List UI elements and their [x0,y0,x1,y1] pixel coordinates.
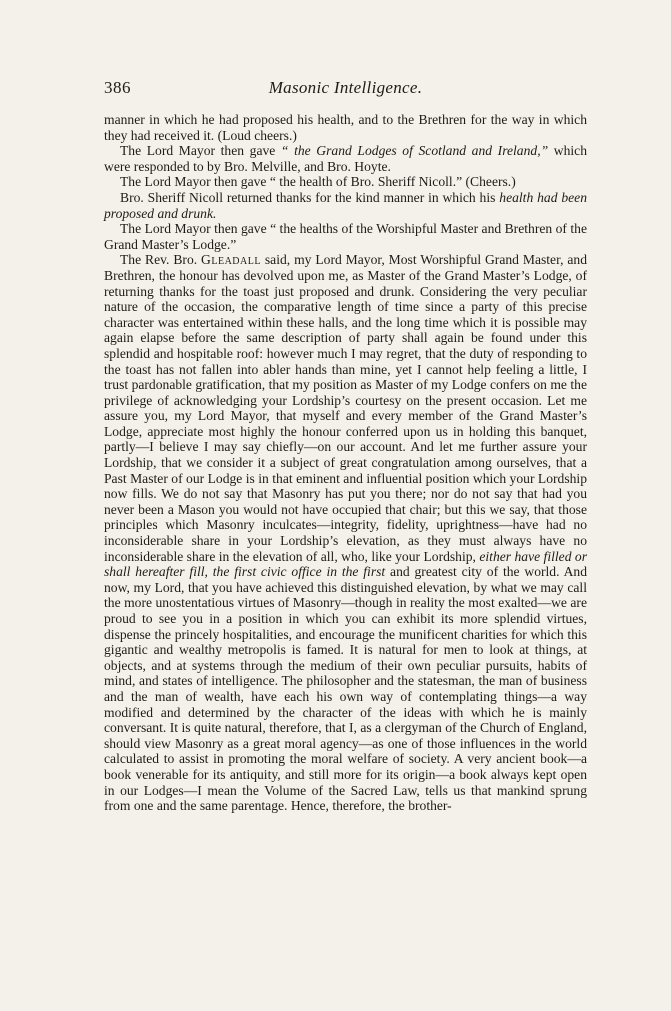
text-segment: The Lord Mayor then gave [120,143,281,159]
text-segment: manner in which he had proposed his health, and to the Brethren for the way in which they had received it. (Loud cheers.) [104,112,587,143]
paragraph [104,112,587,143]
text-segment: either have filled or shall hereafter fill, the first civic office in the first [104,548,587,580]
text-segment: which were responded to by Bro. Melville, and Bro. Hoyte. [104,143,587,174]
paragraph [104,221,587,252]
paragraph [104,190,587,221]
speaker-name: Gleadall [201,252,261,268]
text-segment: Bro. Sheriff Nicoll returned thanks for the kind manner in which his [120,189,500,205]
text-segment: said, my Lord Mayor, Most Worshipful Grand Master, and Brethren, the honour has devolved upon me, as Master of the Grand Master’s Lodge, of returning thanks for the toast just proposed and drunk. Considering the very peculiar nature of the occasion, the comparative length of time since a party of this precise character was entertained within these halls, and the long time which it is possible may again elapse before the same description of party shall again be found under this splendid and hospitable roof: however much I may regret, that the duty of responding to the toast has not fallen into abler hands than mine, yet I cannot help feeling a little, I trust pardonable gratification, that my position as Master of my Lodge confers on me the privilege of acknowledging your Lordship’s courtesy on the present occasion. Let me assure you, my Lord Mayor, that myself and every member of the Grand Master’s Lodge, appreciate most highly the honour conferred upon us in holding this banquet, partly—I believe I may say chiefly—on our account. And let me further assure your Lordship, that we consider it a subject of great congratulation among ourselves, that a Past Master of our Lodge is in that eminent and influential position which your Lordship now fills. We do not say that Masonry has put you there; nor do not say that had you never been a Mason you would not have occupied that chair; but this we say, that those principles which Masonry inculcates—integrity, fidelity, uprightness—have had no inconsiderable share in your Lordship’s elevation, as they must always have no inconsiderable share in the elevation of all, who, like your Lordship, [104,252,587,564]
running-header [104,78,587,112]
text-segment: The Rev. Bro. [120,252,202,268]
paragraph [104,143,587,174]
running-title: Masonic Intelligence. [268,78,423,97]
article-body [104,112,587,814]
text-segment: health had been proposed and drunk. [104,189,588,221]
text-segment: The Lord Mayor then gave “ the health of Bro. Sheriff Nicoll.” (Cheers.) [120,174,516,190]
text-segment: and greatest city of the world. And now, my Lord, that you have achieved this distinguished elevation, by what we may call the more unostentatious virtues of Masonry—though in reality the most exalted—we are proud to see you in a position in which you can exhibit its more splendid virtues, dispense the princely hospitalities, and encourage the munificent charities for which this gigantic and wealthy metropolis is famed. It is natural for men to look at things, at objects, and at systems through the medium of their own peculiar pursuits, habits of mind, and states of intelligence. The philosopher and the statesman, the man of business and the man of wealth, have each his own way of contemplating things—a way modified and determined by the character of the ideas with which he is mainly conversant. It is quite natural, therefore, that I, as a clergyman of the Church of England, should view Masonry as a great moral agency—as one of those influences in the world calculated to assist in promoting the moral welfare of society. A very ancient book—a book venerable for its antiquity, and still more for its origin—a book always kept open in our Lodges—I mean the Volume of the Sacred Law, tells us that mankind sprung from one and the same parentage. Hence, therefore, the brother- [104,564,587,814]
paragraph [104,252,587,813]
page-number: 386 [104,78,131,97]
text-segment: “ the Grand Lodges of Scotland and Ireland,” [280,143,549,159]
text-segment: The Lord Mayor then gave “ the healths of the Worshipful Master and Brethren of the Grand Master’s Lodge.” [104,221,587,252]
paragraph [104,174,587,190]
